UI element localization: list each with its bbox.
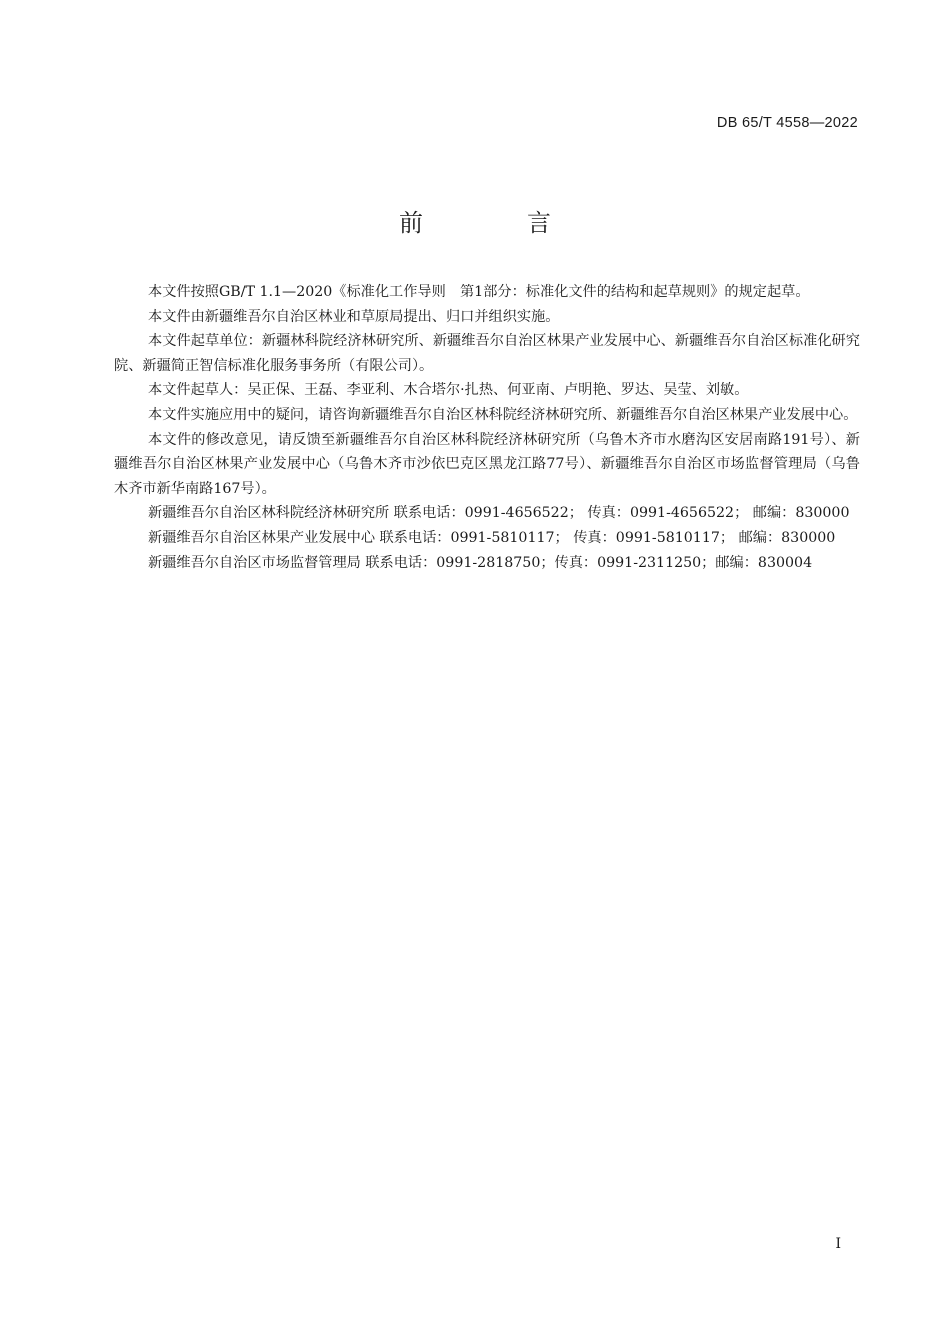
contact-forest-fruit-center: 新疆维吾尔自治区林果产业发展中心 联系电话：0991-5810117； 传真：0991-5810117； 邮编：830000 [148, 529, 836, 546]
paragraph-inquiries: 本文件实施应用中的疑问，请咨询新疆维吾尔自治区林科院经济林研究所、新疆维吾尔自治区林果产业发展中心。 [148, 406, 858, 423]
paragraph-drafters: 本文件起草人：吴正保、王磊、李亚利、木合塔尔·扎热、何亚南、卢明艳、罗达、吴莹、刘敏。 [148, 382, 749, 399]
preface-body [114, 280, 860, 575]
paragraph-drafting-rules: 本文件按照GB/T 1.1—2020《标准化工作导则 第1部分：标准化文件的结构和起草规则》的规定起草。 [148, 284, 810, 300]
paragraph-drafting-units: 本文件起草单位：新疆林科院经济林研究所、新疆维吾尔自治区林果产业发展中心、新疆维吾尔自治区标准化研究院、新疆简正智信标准化服务事务所（有限公司）。 [114, 333, 860, 374]
page-number: I [835, 1236, 841, 1252]
contact-market-supervision-bureau: 新疆维吾尔自治区市场监督管理局 联系电话：0991-2818750；传真：0991-2311250；邮编：830004 [148, 554, 813, 571]
paragraph-proposer: 本文件由新疆维吾尔自治区林业和草原局提出、归口并组织实施。 [148, 308, 560, 325]
contact-economic-forest-institute: 新疆维吾尔自治区林科院经济林研究所 联系电话：0991-4656522； 传真：0991-4656522； 邮编：830000 [148, 505, 850, 522]
page-title: 前 言 [399, 209, 591, 237]
paragraph-feedback: 本文件的修改意见，请反馈至新疆维吾尔自治区林科院经济林研究所（乌鲁木齐市水磨沟区安居南路191号）、新疆维吾尔自治区林果产业发展中心（乌鲁木齐市沙依巴克区黑龙江路77号）、新疆维吾尔自治区市场监督管理局（乌鲁木齐市新华南路167号）。 [114, 431, 860, 497]
document-code: DB 65/T 4558—2022 [716, 115, 858, 131]
